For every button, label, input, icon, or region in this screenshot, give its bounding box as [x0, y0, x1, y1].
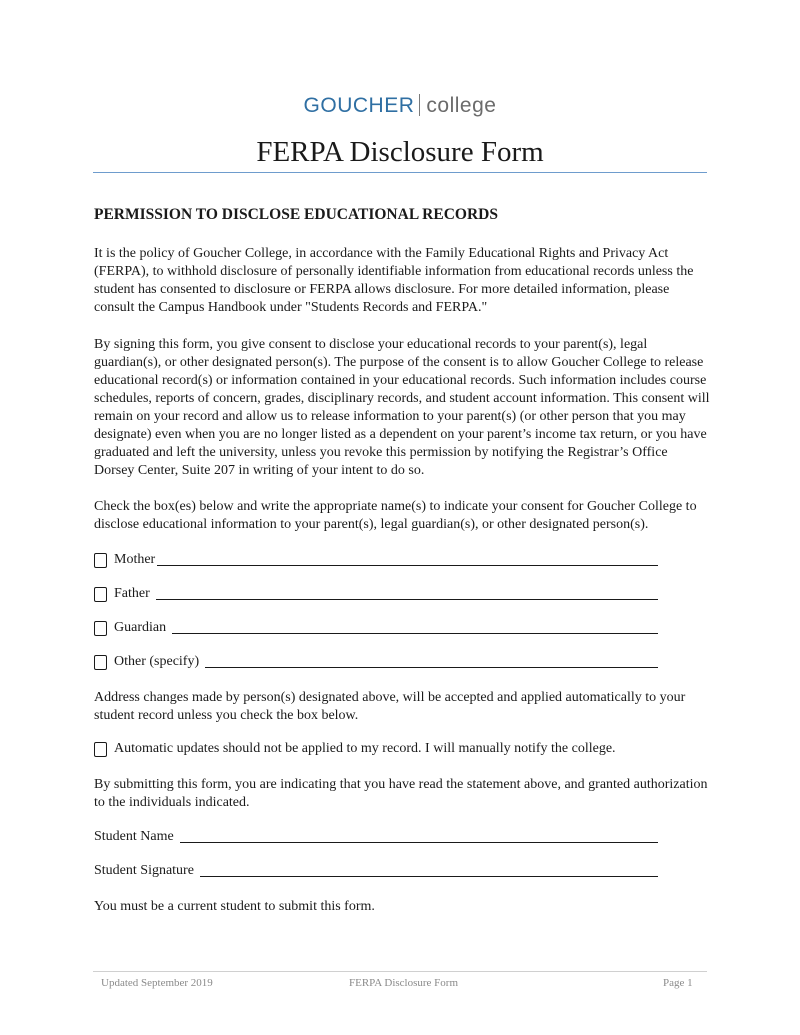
- no-auto-update-label: Automatic updates should not be applied to my record. I will manually notify the college.: [114, 741, 616, 756]
- mother-label: Mother: [114, 552, 156, 567]
- page-title: FERPA Disclosure Form: [256, 136, 544, 168]
- policy-paragraph: It is the policy of Goucher College, in accordance with the Family Educational Rights and Privacy Act (FERPA), to withhold disclosure of personally identifiable information from educational records unless the student has consented to disclosure or FERPA allows disclosure. For more detailed information, please consult the Campus Handbook under "Students Records and FERPA.": [94, 246, 694, 315]
- father-checkbox[interactable]: [94, 587, 107, 602]
- address-changes-paragraph: Address changes made by person(s) designated above, will be accepted and applied automatically to your student record unless you check the box below.: [94, 690, 686, 723]
- option-mother: [94, 551, 658, 569]
- current-student-note: You must be a current student to submit this form.: [94, 899, 375, 914]
- other-name-field[interactable]: [205, 667, 658, 668]
- footer-page-number: Page 1: [663, 977, 693, 989]
- goucher-logo: [0, 92, 800, 120]
- guardian-name-field[interactable]: [172, 633, 658, 634]
- footer-updated: Updated September 2019: [101, 977, 213, 989]
- student-signature-row: [94, 862, 658, 880]
- option-no-auto-update: [94, 740, 710, 758]
- footer-form-name: FERPA Disclosure Form: [349, 977, 459, 989]
- option-other: [94, 653, 658, 671]
- student-signature-field[interactable]: [200, 876, 658, 877]
- submission-paragraph: By submitting this form, you are indicating that you have read the statement above, and granted authorization to the individuals indicated.: [94, 777, 708, 810]
- title-divider: [93, 172, 707, 173]
- guardian-checkbox[interactable]: [94, 621, 107, 636]
- father-name-field[interactable]: [156, 599, 658, 600]
- footer-divider: [93, 971, 707, 972]
- other-checkbox[interactable]: [94, 655, 107, 670]
- logo-brand: GOUCHER: [303, 94, 415, 117]
- student-name-row: [94, 828, 658, 846]
- father-label: Father: [114, 586, 150, 601]
- mother-name-field[interactable]: [157, 565, 658, 566]
- student-name-label: Student Name: [94, 829, 174, 844]
- form-body: [94, 205, 710, 916]
- other-label: Other (specify): [114, 654, 200, 669]
- mother-checkbox[interactable]: [94, 553, 107, 568]
- logo-college: college: [426, 94, 497, 117]
- instructions-paragraph: Check the box(es) below and write the appropriate name(s) to indicate your consent for Goucher College to disclose educational information to your parent(s), legal guardian(s), or other designated person(s).: [94, 499, 697, 532]
- section-heading: PERMISSION TO DISCLOSE EDUCATIONAL RECORDS: [94, 206, 498, 223]
- guardian-label: Guardian: [114, 620, 167, 635]
- student-name-field[interactable]: [180, 842, 658, 843]
- option-father: [94, 585, 658, 603]
- student-signature-label: Student Signature: [94, 863, 194, 878]
- consent-paragraph: By signing this form, you give consent to disclose your educational records to your parent(s), legal guardian(s), or other designated person(s). The purpose of the consent is to allow Goucher College to release educational record(s) or information contained in your educational records. Such information includes course schedules, reports of concern, grades, disciplinary records, and student account information. This consent will remain on your record and allow us to release information to your parent(s) (or other person that you may designate) even when you are no longer listed as a dependent on your parent’s income tax return, or you have graduated and left the university, unless you revoke this permission by notifying the Registrar’s Office Dorsey Center, Suite 207 in writing of your intent to do so.: [94, 337, 710, 478]
- no-auto-update-checkbox[interactable]: [94, 742, 107, 757]
- option-guardian: [94, 619, 658, 637]
- logo-divider: [419, 94, 420, 116]
